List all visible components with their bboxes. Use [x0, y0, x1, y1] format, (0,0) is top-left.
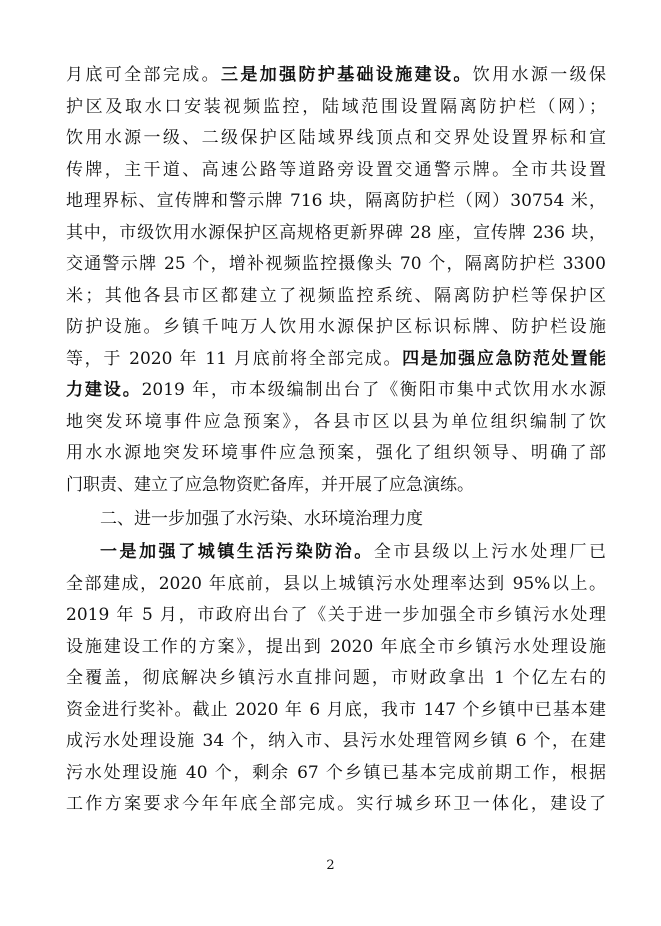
text-line [66, 218, 606, 248]
text-run: 其中，市级饮用水源保护区高规格更新界碑 28 座，宣传牌 236 块， [66, 223, 606, 243]
text-line [66, 758, 606, 788]
text-line [66, 123, 606, 153]
page-number: 2 [326, 858, 335, 873]
text-line [66, 470, 606, 500]
text-line [66, 312, 606, 342]
text-line [66, 726, 606, 756]
text-line [66, 789, 606, 819]
text-line [66, 155, 606, 185]
text-line [66, 663, 606, 693]
text-line [66, 60, 606, 90]
text-run: 防护设施。乡镇千吨万人饮用水源保护区标识标牌、防护栏设施 [66, 317, 606, 337]
text-run: 全部建成，2020 年底前，县以上城镇污水处理率达到 95%以上。 [66, 574, 606, 594]
text-line [66, 569, 606, 599]
text-run: 门职责、建立了应急物资贮备库，并开展了应急演练。 [66, 475, 474, 495]
text-run: 用水水源地突发环境事件应急预案，强化了组织领导、明确了部 [66, 443, 606, 463]
text-run: 护区及取水口安装视频监控，陆域范围设置隔离防护栏（网）； [66, 97, 606, 117]
text-run: 地理界标、宣传牌和警示牌 716 块，隔离防护栏（网）30754 米， [66, 191, 606, 211]
text-line [66, 344, 606, 374]
bold-text-run: 四是加强应急防范处置能 [402, 349, 607, 369]
text-run: 全覆盖，彻底解决乡镇污水直排问题，市财政拿出 1 个亿左右的 [66, 668, 606, 688]
text-line [100, 537, 606, 567]
text-run: 污水处理设施 40 个，剩余 67 个乡镇已基本完成前期工作，根据 [66, 763, 606, 783]
bold-text-run: 三是加强防护基础设施建设。 [220, 65, 473, 85]
text-line [66, 632, 606, 662]
text-run: 资金进行奖补。截止 2020 年 6 月底，我市 147 个乡镇中已基本建 [66, 700, 606, 720]
text-run: 全市县级以上污水处理厂已 [373, 542, 607, 562]
text-run: 二、进一步加强了水污染、水环境治理力度 [100, 509, 423, 529]
text-run: 工作方案要求今年年底全部完成。实行城乡环卫一体化，建设了 [66, 794, 606, 814]
bold-text-run: 一是加强了城镇生活污染防治。 [100, 542, 374, 562]
text-run: 饮用水源一级保 [472, 65, 607, 85]
text-line [66, 186, 606, 216]
text-line [66, 695, 606, 725]
text-run: 2019 年 5 月，市政府出台了《关于进一步加强全市乡镇污水处理 [66, 605, 606, 625]
text-run: 等，于 2020 年 11 月底前将全部完成。 [66, 349, 403, 369]
text-line [100, 504, 606, 534]
text-run: 地突发环境事件应急预案》，各县市区以县为单位组织编制了饮 [66, 412, 606, 432]
text-run: 交通警示牌 25 个，增补视频监控摄像头 70 个，隔离防护栏 3300 [66, 254, 606, 274]
text-run: 成污水处理设施 34 个，纳入市、县污水处理管网乡镇 6 个，在建 [66, 731, 606, 751]
text-line [66, 249, 606, 279]
text-run: 传牌，主干道、高速公路等道路旁设置交通警示牌。全市共设置 [66, 160, 606, 180]
text-run: 饮用水源一级、二级保护区陆域界线顶点和交界处设置界标和宣 [66, 128, 606, 148]
text-run: 米；其他各县市区都建立了视频监控系统、隔离防护栏等保护区 [66, 286, 606, 306]
text-line [66, 438, 606, 468]
text-run: 月底可全部完成。 [66, 65, 221, 85]
text-line [66, 407, 606, 437]
text-line [66, 600, 606, 630]
text-run: 设施建设工作的方案》，提出到 2020 年底全市乡镇污水处理设施 [66, 637, 606, 657]
text-line [66, 92, 606, 122]
text-run: 2019 年，市本级编制出台了《衡阳市集中式饮用水水源 [141, 380, 606, 400]
text-line [66, 375, 606, 405]
bold-text-run: 力建设。 [66, 380, 142, 400]
text-line [66, 281, 606, 311]
